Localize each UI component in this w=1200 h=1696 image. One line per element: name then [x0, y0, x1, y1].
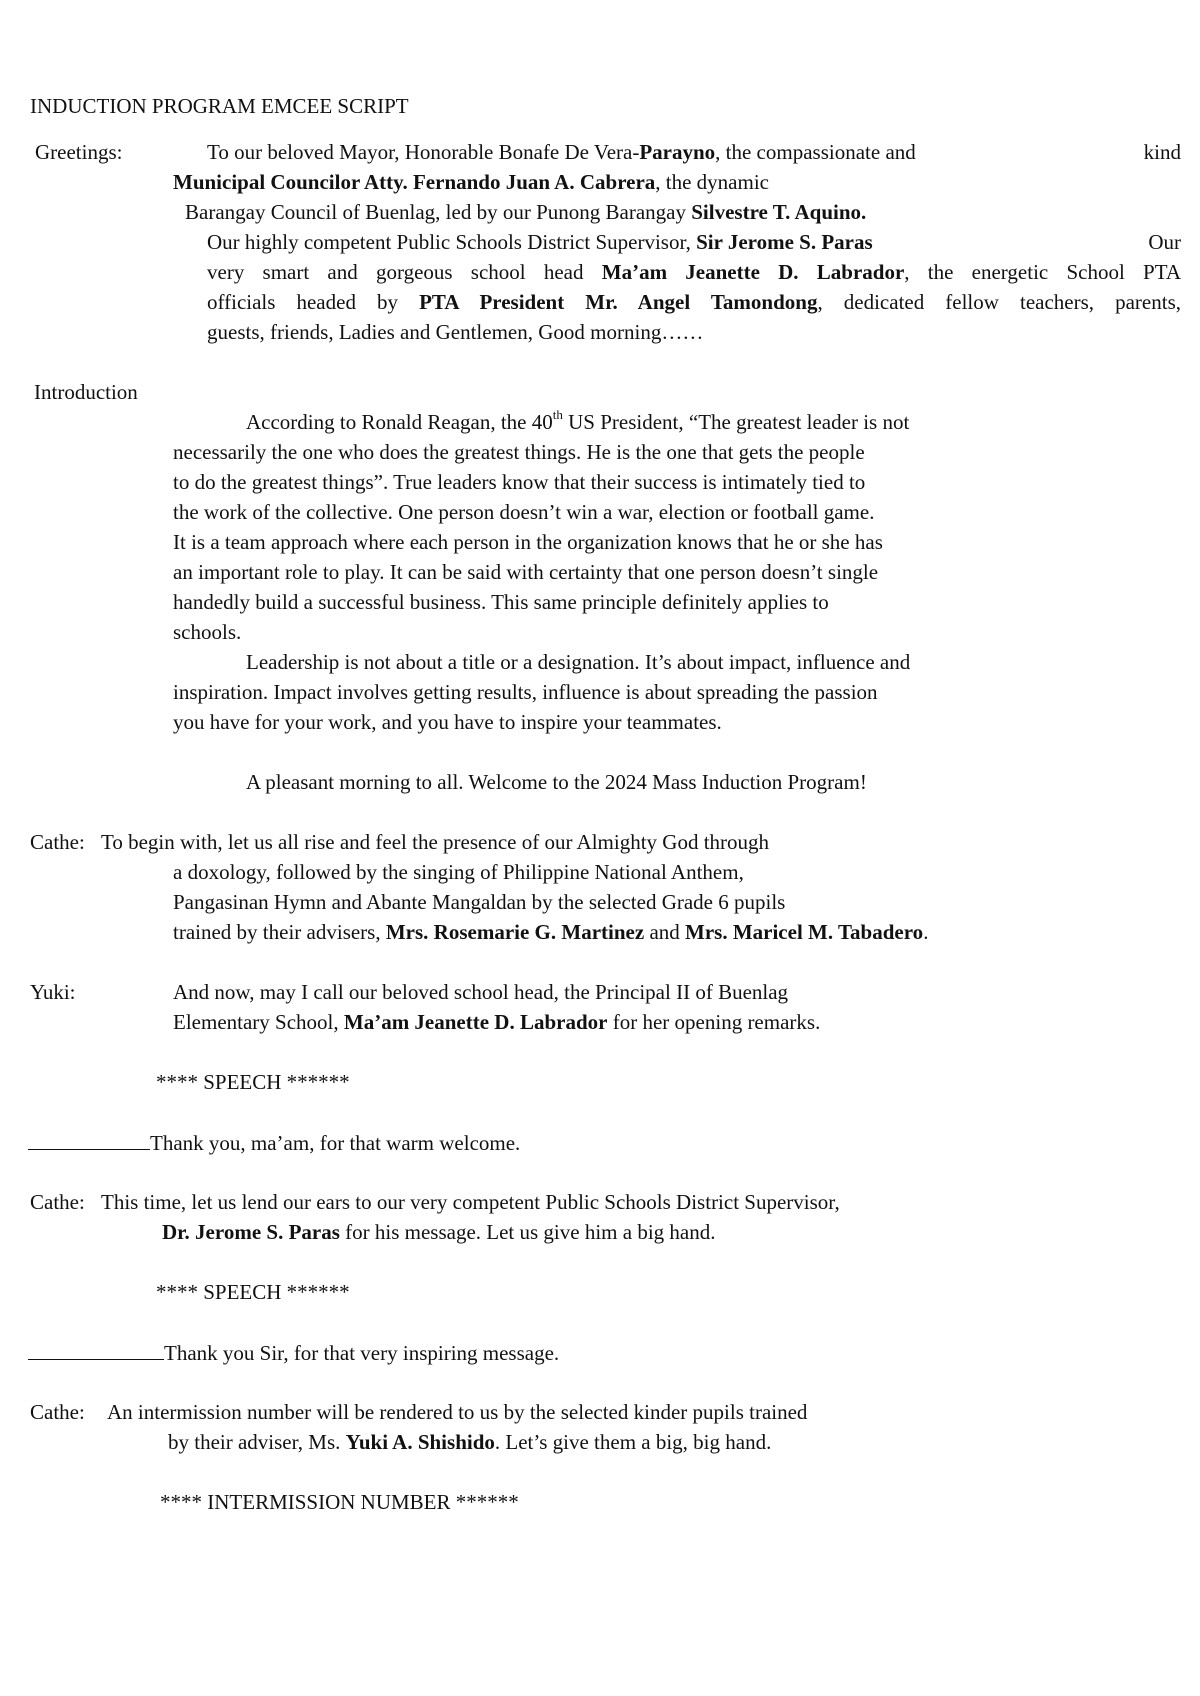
intro-paragraph-1-line-7: handedly build a successful business. This same principle definitely applies to	[173, 590, 829, 614]
speech-marker-1: **** SPEECH ******	[156, 1070, 350, 1094]
greetings-line-5: very smart and gorgeous school head Ma’am Jeanette D. Labrador, the energetic School PTA	[207, 260, 1182, 284]
yuki-1-line-2: Elementary School, Ma’am Jeanette D. Labrador for her opening remarks.	[173, 1010, 821, 1034]
greetings-line-1-end: kind	[1143, 140, 1181, 164]
cathe-2-line-1: This time, let us lend our ears to our very competent Public Schools District Supervisor,	[101, 1190, 840, 1214]
blank-line	[28, 1337, 164, 1360]
yuki-1-line-1: And now, may I call our beloved school head, the Principal II of Buenlag	[173, 980, 789, 1004]
speaker-label: Cathe:	[30, 1400, 85, 1424]
intro-paragraph-1-line-3: to do the greatest things”. True leaders know that their success is intimately tied to	[173, 470, 866, 494]
intermission-marker: **** INTERMISSION NUMBER ******	[160, 1490, 519, 1514]
thanks-line-2: Thank you Sir, for that very inspiring message.	[28, 1337, 559, 1368]
greetings-line-3: Barangay Council of Buenlag, led by our Punong Barangay Silvestre T. Aquino.	[185, 200, 867, 224]
introduction-label: Introduction	[34, 380, 138, 404]
greetings-label: Greetings:	[35, 140, 123, 164]
document-title: INDUCTION PROGRAM EMCEE SCRIPT	[30, 94, 409, 118]
speaker-label: Cathe:	[30, 1190, 85, 1214]
cathe-1-line-3: Pangasinan Hymn and Abante Mangaldan by the selected Grade 6 pupils	[173, 890, 786, 914]
cathe-2-line-2: Dr. Jerome S. Paras for his message. Let us give him a big hand.	[162, 1220, 716, 1244]
intro-paragraph-2-line-3: you have for your work, and you have to inspire your teammates.	[173, 710, 722, 734]
intro-paragraph-1-line-5: It is a team approach where each person in the organization knows that he or she has	[173, 530, 883, 554]
intro-paragraph-1-line-2: necessarily the one who does the greatest things. He is the one that gets the people	[173, 440, 865, 464]
intro-paragraph-1-line-8: schools.	[173, 620, 242, 644]
intro-paragraph-1-line-1: According to Ronald Reagan, the 40th US President, “The greatest leader is not	[246, 407, 910, 434]
greetings-line-2: Municipal Councilor Atty. Fernando Juan A. Cabrera, the dynamic	[173, 170, 769, 194]
greetings-line-1: To our beloved Mayor, Honorable Bonafe De Vera-Parayno, the compassionate and	[207, 140, 916, 164]
greetings-line-6: officials headed by PTA President Mr. Angel Tamondong, dedicated fellow teachers, parents,	[207, 290, 1181, 314]
cathe-1-line-2: a doxology, followed by the singing of Philippine National Anthem,	[173, 860, 744, 884]
welcome-line: A pleasant morning to all. Welcome to the 2024 Mass Induction Program!	[246, 770, 867, 794]
intro-paragraph-2-line-1: Leadership is not about a title or a designation. It’s about impact, influence and	[246, 650, 911, 674]
greetings-line-7: guests, friends, Ladies and Gentlemen, Good morning……	[207, 320, 704, 344]
greetings-line-4-end: Our	[1148, 230, 1181, 254]
intro-paragraph-2-line-2: inspiration. Impact involves getting results, influence is about spreading the passion	[173, 680, 878, 704]
blank-line	[28, 1127, 150, 1150]
speaker-label: Yuki:	[30, 980, 76, 1004]
speaker-label: Cathe:	[30, 830, 85, 854]
intro-paragraph-1-line-6: an important role to play. It can be said with certainty that one person doesn’t single	[173, 560, 879, 584]
thanks-line-1: Thank you, ma’am, for that warm welcome.	[28, 1127, 520, 1158]
cathe-1-line-4: trained by their advisers, Mrs. Rosemarie G. Martinez and Mrs. Maricel M. Tabadero.	[173, 920, 929, 944]
cathe-3-line-2: by their adviser, Ms. Yuki A. Shishido. Let’s give them a big, big hand.	[168, 1430, 772, 1454]
greetings-line-4: Our highly competent Public Schools District Supervisor, Sir Jerome S. Paras	[207, 230, 873, 254]
cathe-1-line-1: To begin with, let us all rise and feel the presence of our Almighty God through	[101, 830, 770, 854]
cathe-3-line-1: An intermission number will be rendered to us by the selected kinder pupils trained	[107, 1400, 808, 1424]
intro-paragraph-1-line-4: the work of the collective. One person doesn’t win a war, election or football game.	[173, 500, 875, 524]
speech-marker-2: **** SPEECH ******	[156, 1280, 350, 1304]
